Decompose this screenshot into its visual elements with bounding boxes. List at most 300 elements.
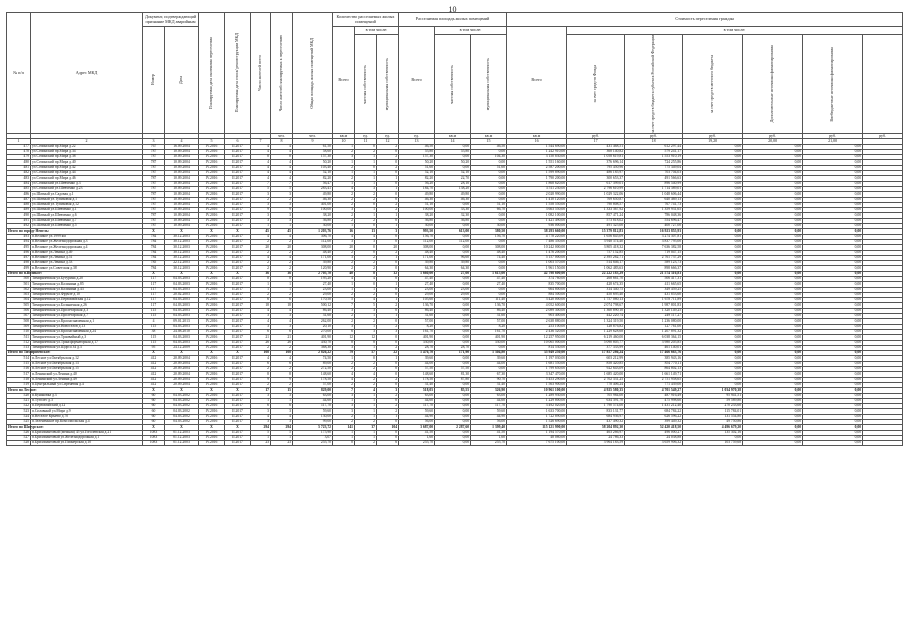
table-cell: 0,00 <box>743 377 803 382</box>
table-cell: 6 <box>251 329 271 334</box>
table-cell: 04.03.2003 <box>165 335 199 340</box>
table-cell: 36 <box>271 271 293 276</box>
table-cell: 24.08.2010 <box>165 329 199 334</box>
table-cell: 0,00 <box>743 324 803 329</box>
table-cell: 27,40 <box>471 282 507 287</box>
table-cell: 30.12.2003 <box>165 255 199 260</box>
table-cell: 1 <box>355 398 377 403</box>
table-cell: 1 <box>333 435 355 440</box>
table-cell: 0,00 <box>743 393 803 398</box>
table-cell: 0,00 <box>743 351 803 356</box>
table-cell: 52,10 <box>399 171 435 176</box>
table-cell: 0,00 <box>435 393 471 398</box>
table-cell: II.2017 <box>225 404 251 409</box>
table-cell: 1 229 628,68 <box>567 329 625 334</box>
table-cell: II.2017 <box>225 239 251 244</box>
header-doc-date: Дата <box>165 27 199 134</box>
table-cell: 30.12.2003 <box>165 234 199 239</box>
table-cell: 3 <box>251 314 271 319</box>
table-cell: 13 <box>355 229 377 234</box>
table-cell: 0,00 <box>683 372 743 377</box>
table-cell: 249 117,27 <box>625 314 683 319</box>
table-cell: 2 826,22 <box>293 351 333 356</box>
table-cell: 1 <box>271 435 293 440</box>
table-cell: 0,00 <box>803 171 863 176</box>
table-cell: 29,00 <box>293 292 333 297</box>
table-cell: 526 <box>7 430 31 435</box>
table-cell: 10 <box>333 139 355 144</box>
table-cell: 2 <box>355 377 377 382</box>
table-cell: 2 <box>333 414 355 419</box>
table-cell: 45 <box>251 229 271 234</box>
address-cell: п.Кунаковка д.3 <box>31 393 143 398</box>
table-cell: 2 <box>333 202 355 207</box>
table-cell: IV.2016 <box>199 255 225 260</box>
table-cell: 13 <box>399 139 435 144</box>
table-cell: 0,00 <box>803 276 863 281</box>
table-cell: 0 <box>355 165 377 170</box>
table-cell: 767 741,73 <box>625 202 683 207</box>
table-cell: 9 <box>271 377 293 382</box>
address-cell: Тимирязевская ул.Щорса 34 д.3 <box>31 345 143 350</box>
table-cell: 0 <box>377 181 399 186</box>
table-cell: 401,90 <box>293 335 333 340</box>
table-cell: 23,00 <box>293 287 333 292</box>
table-cell: 499 <box>7 266 31 271</box>
table-cell: IV.2016 <box>199 335 225 340</box>
table-cell: 496 000,27 <box>625 430 683 435</box>
table-cell: 778 406,24 <box>567 382 625 387</box>
table-cell: 0,00 <box>803 213 863 218</box>
table-cell: 514 846,17 <box>567 261 625 266</box>
table-cell: 0,00 <box>743 356 803 361</box>
table-cell: 0,00 <box>743 314 803 319</box>
table-cell: 0 <box>377 430 399 435</box>
table-cell: 3 <box>271 324 293 329</box>
table-cell: 412 <box>143 372 165 377</box>
table-cell: IV.2016 <box>199 160 225 165</box>
table-cell: 10 961 100,00 <box>507 388 567 393</box>
table-cell: 3 <box>377 329 399 334</box>
table-cell: 1 790 200,00 <box>507 176 567 181</box>
table-cell: 787 <box>143 155 165 160</box>
table-cell: 1 082 100,00 <box>507 213 567 218</box>
table-cell: 5 <box>199 139 225 144</box>
table-cell: 87,80 <box>435 377 471 382</box>
table-cell: 8 <box>271 372 293 377</box>
table-cell: 8 <box>333 441 355 446</box>
header-no: № п/п <box>7 13 31 134</box>
table-cell: 148,60 <box>293 372 333 377</box>
address-cell: Тимирязевская ул.Больничная д.26 <box>31 303 143 308</box>
table-cell: 314 340,75 <box>567 287 625 292</box>
table-cell: IV.2016 <box>199 224 225 229</box>
table-cell: IV.2016 <box>199 186 225 191</box>
table-cell: 898 666,37 <box>625 266 683 271</box>
table-cell: IV.2016 <box>199 435 225 440</box>
table-cell: 52,10 <box>435 171 471 176</box>
table-cell: 0 <box>377 372 399 377</box>
address-cell: ул.Сочинский пр.Мира д.42 <box>31 165 143 170</box>
table-cell: 3 659 906,32 <box>625 441 683 446</box>
table-cell: 1 <box>355 435 377 440</box>
table-cell: II.2017 <box>225 155 251 160</box>
table-cell: 4 <box>355 234 377 239</box>
table-cell: 0,00 <box>803 165 863 170</box>
table-cell: 0,00 <box>435 224 471 229</box>
table-cell: 1 <box>251 398 271 403</box>
table-cell: 502 <box>7 287 31 292</box>
table-cell: 0,00 <box>743 282 803 287</box>
table-cell: 787 <box>143 197 165 202</box>
table-cell: 0,00 <box>471 213 507 218</box>
table-cell: 525 <box>7 420 31 425</box>
table-cell: 428 674,35 <box>567 282 625 287</box>
table-cell: 3 <box>377 229 399 234</box>
table-cell: 10.09.2004 <box>165 208 199 213</box>
address-cell: ул.Шатный ул.Шевченко д.5 <box>31 224 143 229</box>
address-cell: п.Лесное ул.Октябрьская д.12 <box>31 356 143 361</box>
table-cell: 829,00 <box>293 388 333 393</box>
table-cell: 857 471,24 <box>567 213 625 218</box>
table-cell: 2 <box>333 213 355 218</box>
table-cell: 1 685 420,00 <box>567 372 625 377</box>
table-cell: 0,00 <box>743 319 803 324</box>
table-cell: IV.2016 <box>199 165 225 170</box>
table-cell: 0,00 <box>743 208 803 213</box>
table-cell: 2 <box>31 139 143 144</box>
table-cell: 2 <box>355 149 377 154</box>
table-cell: 854 770,11 <box>625 361 683 366</box>
table-cell: 3 <box>333 155 355 160</box>
table-cell: 1 <box>377 282 399 287</box>
table-cell: 1083 <box>143 441 165 446</box>
table-cell: 36,80 <box>435 218 471 223</box>
table-cell: II.2017 <box>225 340 251 345</box>
header-cost-local: за счет средств местного бюджета <box>683 35 743 134</box>
table-cell: 0,00 <box>435 319 471 324</box>
table-cell: 0,00 <box>683 345 743 350</box>
table-cell: 771 439,00 <box>625 382 683 387</box>
table-cell: 0,00 <box>435 298 471 303</box>
table-cell: 30,00 <box>399 224 435 229</box>
table-cell: 0,00 <box>683 224 743 229</box>
table-cell: X <box>165 271 199 276</box>
table-cell: IV.2016 <box>199 377 225 382</box>
table-cell: 156,70 <box>471 234 507 239</box>
table-cell: X <box>199 388 225 393</box>
table-cell: 4 <box>271 171 293 176</box>
table-cell: 17 857 286,24 <box>567 351 625 356</box>
table-cell: 2 702 331,25 <box>567 377 625 382</box>
table-cell: 0,00 <box>683 435 743 440</box>
table-cell: 412 <box>143 377 165 382</box>
table-cell: 0,00 <box>743 261 803 266</box>
table-cell: 0 <box>377 197 399 202</box>
table-cell: 0,00 <box>803 298 863 303</box>
address-cell: п.Великое ул.Ленина д.51 <box>31 255 143 260</box>
table-cell: 2 <box>251 250 271 255</box>
table-cell: 508 <box>7 319 31 324</box>
table-cell: 44,00 <box>399 361 435 366</box>
table-cell: 1 <box>355 287 377 292</box>
table-cell: 503 <box>7 292 31 297</box>
table-cell: 46,30 <box>399 197 435 202</box>
table-cell: IV.2016 <box>199 409 225 414</box>
table-cell: IV.2016 <box>199 420 225 425</box>
table-cell: 10.09.2004 <box>165 181 199 186</box>
table-cell: 24 038,88 <box>625 435 683 440</box>
table-cell: 3 <box>143 139 165 144</box>
table-cell: 17 466 663,76 <box>625 351 683 356</box>
table-cell: 1 <box>333 160 355 165</box>
table-cell: 507 <box>7 314 31 319</box>
table-cell: 2 <box>333 218 355 223</box>
table-cell: 518,05 <box>399 388 435 393</box>
table-cell: 1 <box>251 287 271 292</box>
table-cell: 44,60 <box>399 398 435 403</box>
table-cell: 626 596,22 <box>625 414 683 419</box>
table-cell: IV.2016 <box>199 171 225 176</box>
table-cell: 157,30 <box>399 155 435 160</box>
address-cell: п.Ленинский ул.Ленина д.49 <box>31 377 143 382</box>
table-cell: 23,00 <box>435 287 471 292</box>
table-cell: IV.2016 <box>199 282 225 287</box>
table-cell: 1 615,00 <box>471 271 507 276</box>
table-cell: 2 705,70 <box>293 271 333 276</box>
table-cell: IV.2016 <box>199 308 225 313</box>
table-cell: 4 <box>251 234 271 239</box>
table-cell: 6 038 364,15 <box>625 335 683 340</box>
table-cell: 136,70 <box>471 303 507 308</box>
table-cell: 04.03.2003 <box>165 308 199 313</box>
header-total-area: Общая площадь жилых помещений МКД <box>293 13 333 134</box>
table-cell: 1 203,76 <box>293 229 333 234</box>
table-cell: 7 675 100,00 <box>507 441 567 446</box>
table-cell: 23 <box>251 441 271 446</box>
table-cell: 0,00 <box>803 266 863 271</box>
table-cell: X <box>225 388 251 393</box>
table-cell: 60 <box>143 404 165 409</box>
table-cell: 8 <box>251 155 271 160</box>
table-cell: 3 492 020,00 <box>507 404 567 409</box>
table-cell: X <box>143 271 165 276</box>
table-cell: 4 <box>271 149 293 154</box>
table-cell: 1 <box>333 287 355 292</box>
table-cell: II.2017 <box>225 208 251 213</box>
table-cell: 1 526 690,00 <box>507 420 567 425</box>
table-cell: 4 <box>271 165 293 170</box>
table-cell: 0 <box>377 261 399 266</box>
table-cell: 2 <box>271 266 293 271</box>
header-area-municipal: муниципальная собственность <box>471 35 507 134</box>
table-cell: 104,30 <box>471 155 507 160</box>
table-cell: 437 490,32 <box>567 420 625 425</box>
table-cell: кв.м <box>471 133 507 138</box>
table-cell: 127 761,00 <box>625 324 683 329</box>
table-cell: 156,70 <box>399 234 435 239</box>
address-cell: Тимирязевская ул.Краснознаменная д.1 <box>31 319 143 324</box>
table-cell: 5 453 290,00 <box>507 377 567 382</box>
header-vacated-area-group: Расселяемая площадь жилых помещений <box>399 13 507 27</box>
table-cell: 04.03.2003 <box>165 324 199 329</box>
table-cell: 131 554,80 <box>683 414 743 419</box>
table-cell: 1 <box>271 224 293 229</box>
table-cell: IV.2016 <box>199 176 225 181</box>
address-cell: п.Бриллиантовый ул.Железнодорожная д.1 <box>31 435 143 440</box>
table-cell: 0,00 <box>683 250 743 255</box>
table-cell: 8 <box>355 340 377 345</box>
table-cell: 1 <box>355 213 377 218</box>
table-cell: 1 <box>355 414 377 419</box>
table-cell: 16 <box>333 229 355 234</box>
table-cell: 0,00 <box>435 165 471 170</box>
table-cell: 46,30 <box>435 197 471 202</box>
table-cell: 1 062 483,63 <box>567 266 625 271</box>
table-cell: 0 <box>377 361 399 366</box>
table-cell: IV.2016 <box>199 340 225 345</box>
table-cell: 270 233,60 <box>683 404 743 409</box>
table-cell: 60 <box>143 409 165 414</box>
table-cell: 3 <box>355 239 377 244</box>
table-cell: II.2017 <box>225 308 251 313</box>
header-area-total: Всего <box>399 27 435 134</box>
table-cell: 0,00 <box>683 234 743 239</box>
table-cell: 500 <box>7 276 31 281</box>
table-cell: 9 <box>271 208 293 213</box>
table-cell: II.2017 <box>225 181 251 186</box>
table-cell: 1 <box>377 414 399 419</box>
table-cell: 82,20 <box>293 176 333 181</box>
table-cell: ед. <box>399 133 435 138</box>
table-cell: 2 <box>355 197 377 202</box>
table-cell: 39,80 <box>435 261 471 266</box>
table-cell: 1 229 800,00 <box>507 398 567 403</box>
table-cell: 1 <box>271 398 293 403</box>
table-cell: II.2017 <box>225 393 251 398</box>
table-cell: 12 <box>333 335 355 340</box>
table-cell: 44,90 <box>399 414 435 419</box>
table-cell: IV.2016 <box>199 329 225 334</box>
table-cell: 506 <box>7 308 31 313</box>
table-cell: 51,10 <box>471 202 507 207</box>
table-cell: 2 <box>355 255 377 260</box>
table-cell: 0,00 <box>683 171 743 176</box>
table-cell: 1 <box>333 398 355 403</box>
address-cell: ул.Шатный ул.Шевченко д.1 <box>31 208 143 213</box>
header-doc: Документ, подтверждающий признание МКД аварийным <box>143 13 199 27</box>
table-cell: 16 923 855,93 <box>625 229 683 234</box>
table-cell: IV.2016 <box>199 298 225 303</box>
table-cell: 103,40 <box>293 165 333 170</box>
table-cell: 56,20 <box>399 181 435 186</box>
table-cell: 0 <box>355 282 377 287</box>
table-cell: 0,00 <box>743 271 803 276</box>
table-cell: 400 727,00 <box>625 224 683 229</box>
table-cell: 787 <box>143 192 165 197</box>
table-cell: 3 <box>333 239 355 244</box>
table-cell: 430,70 <box>293 340 333 345</box>
table-cell: 0,00 <box>743 250 803 255</box>
table-cell: 300 653,37 <box>567 176 625 181</box>
table-cell: 27,40 <box>399 282 435 287</box>
address-cell: ул.Сочинский пр.Мира д.40 <box>31 160 143 165</box>
table-cell: 2 <box>251 292 271 297</box>
table-cell: 7 <box>333 388 355 393</box>
table-cell: 0 <box>377 160 399 165</box>
table-cell: 28,70 <box>435 345 471 350</box>
table-cell: 0,00 <box>471 287 507 292</box>
table-cell: 504 <box>7 298 31 303</box>
table-cell: 412 <box>143 382 165 387</box>
table-cell: 115 <box>143 324 165 329</box>
table-cell: 103 759,68 <box>683 441 743 446</box>
table-cell-empty <box>863 441 903 446</box>
address-cell: ул.Шатный ул.Тупиковая д.12 <box>31 202 143 207</box>
address-cell: п.Великое ул.1999 км <box>31 234 143 239</box>
table-cell: 115 <box>143 308 165 313</box>
header-residents-planned: Число жителей планируемых к переселению <box>271 13 293 134</box>
table-cell: II.2017 <box>225 224 251 229</box>
table-cell: X <box>199 229 225 234</box>
table-cell: 0,00 <box>435 276 471 281</box>
table-cell: 521 <box>7 398 31 403</box>
table-cell: 1 <box>251 224 271 229</box>
table-cell: II.2017 <box>225 282 251 287</box>
table-cell: 4 <box>355 372 377 377</box>
table-cell: II.2017 <box>225 197 251 202</box>
table-cell: II.2017 <box>225 261 251 266</box>
table-cell: Итого по Тимирязевское: <box>8 350 51 355</box>
header-cost-fund: за счет средств Фонда <box>567 35 625 134</box>
table-cell: 1 320 149,25 <box>625 308 683 313</box>
table-cell: 3 <box>271 393 293 398</box>
table-cell: 1 656 845,09 <box>567 234 625 239</box>
table-cell: 41,50 <box>399 430 435 435</box>
table-cell: 787 <box>143 171 165 176</box>
table-cell: 51,10 <box>399 202 435 207</box>
table-cell: 4 <box>333 186 355 191</box>
table-cell: 01.12.2003 <box>165 430 199 435</box>
table-cell: 268 661,70 <box>567 276 625 281</box>
table-cell: II.2017 <box>225 382 251 387</box>
table-cell: 04.03.2002 <box>165 398 199 403</box>
table-cell: 5 157 000,00 <box>507 255 567 260</box>
table-cell: 0 <box>377 239 399 244</box>
table-cell: X <box>225 351 251 356</box>
table-cell: 492 <box>7 224 31 229</box>
table-cell: 0,00 <box>743 224 803 229</box>
table-cell: 3 347 470,00 <box>507 372 567 377</box>
table-cell: 0,00 <box>435 361 471 366</box>
table-cell: 3 <box>377 388 399 393</box>
table-cell: 2 <box>333 176 355 181</box>
table-cell: 0,00 <box>683 282 743 287</box>
table-cell: 5 <box>271 430 293 435</box>
table-cell: 117 <box>143 298 165 303</box>
table-cell: II.2017 <box>225 398 251 403</box>
table-cell: 161,70 <box>471 329 507 334</box>
table-cell: 1 <box>355 176 377 181</box>
table-cell: 8 <box>251 372 271 377</box>
table-cell: 523 <box>7 409 31 414</box>
table-cell: 2 <box>355 261 377 266</box>
table-cell: 31,40 <box>471 382 507 387</box>
table-cell: 330,00 <box>471 340 507 345</box>
table-cell: 0,00 <box>683 160 743 165</box>
table-cell: 0,00 <box>435 329 471 334</box>
table-cell: 59,60 <box>399 409 435 414</box>
